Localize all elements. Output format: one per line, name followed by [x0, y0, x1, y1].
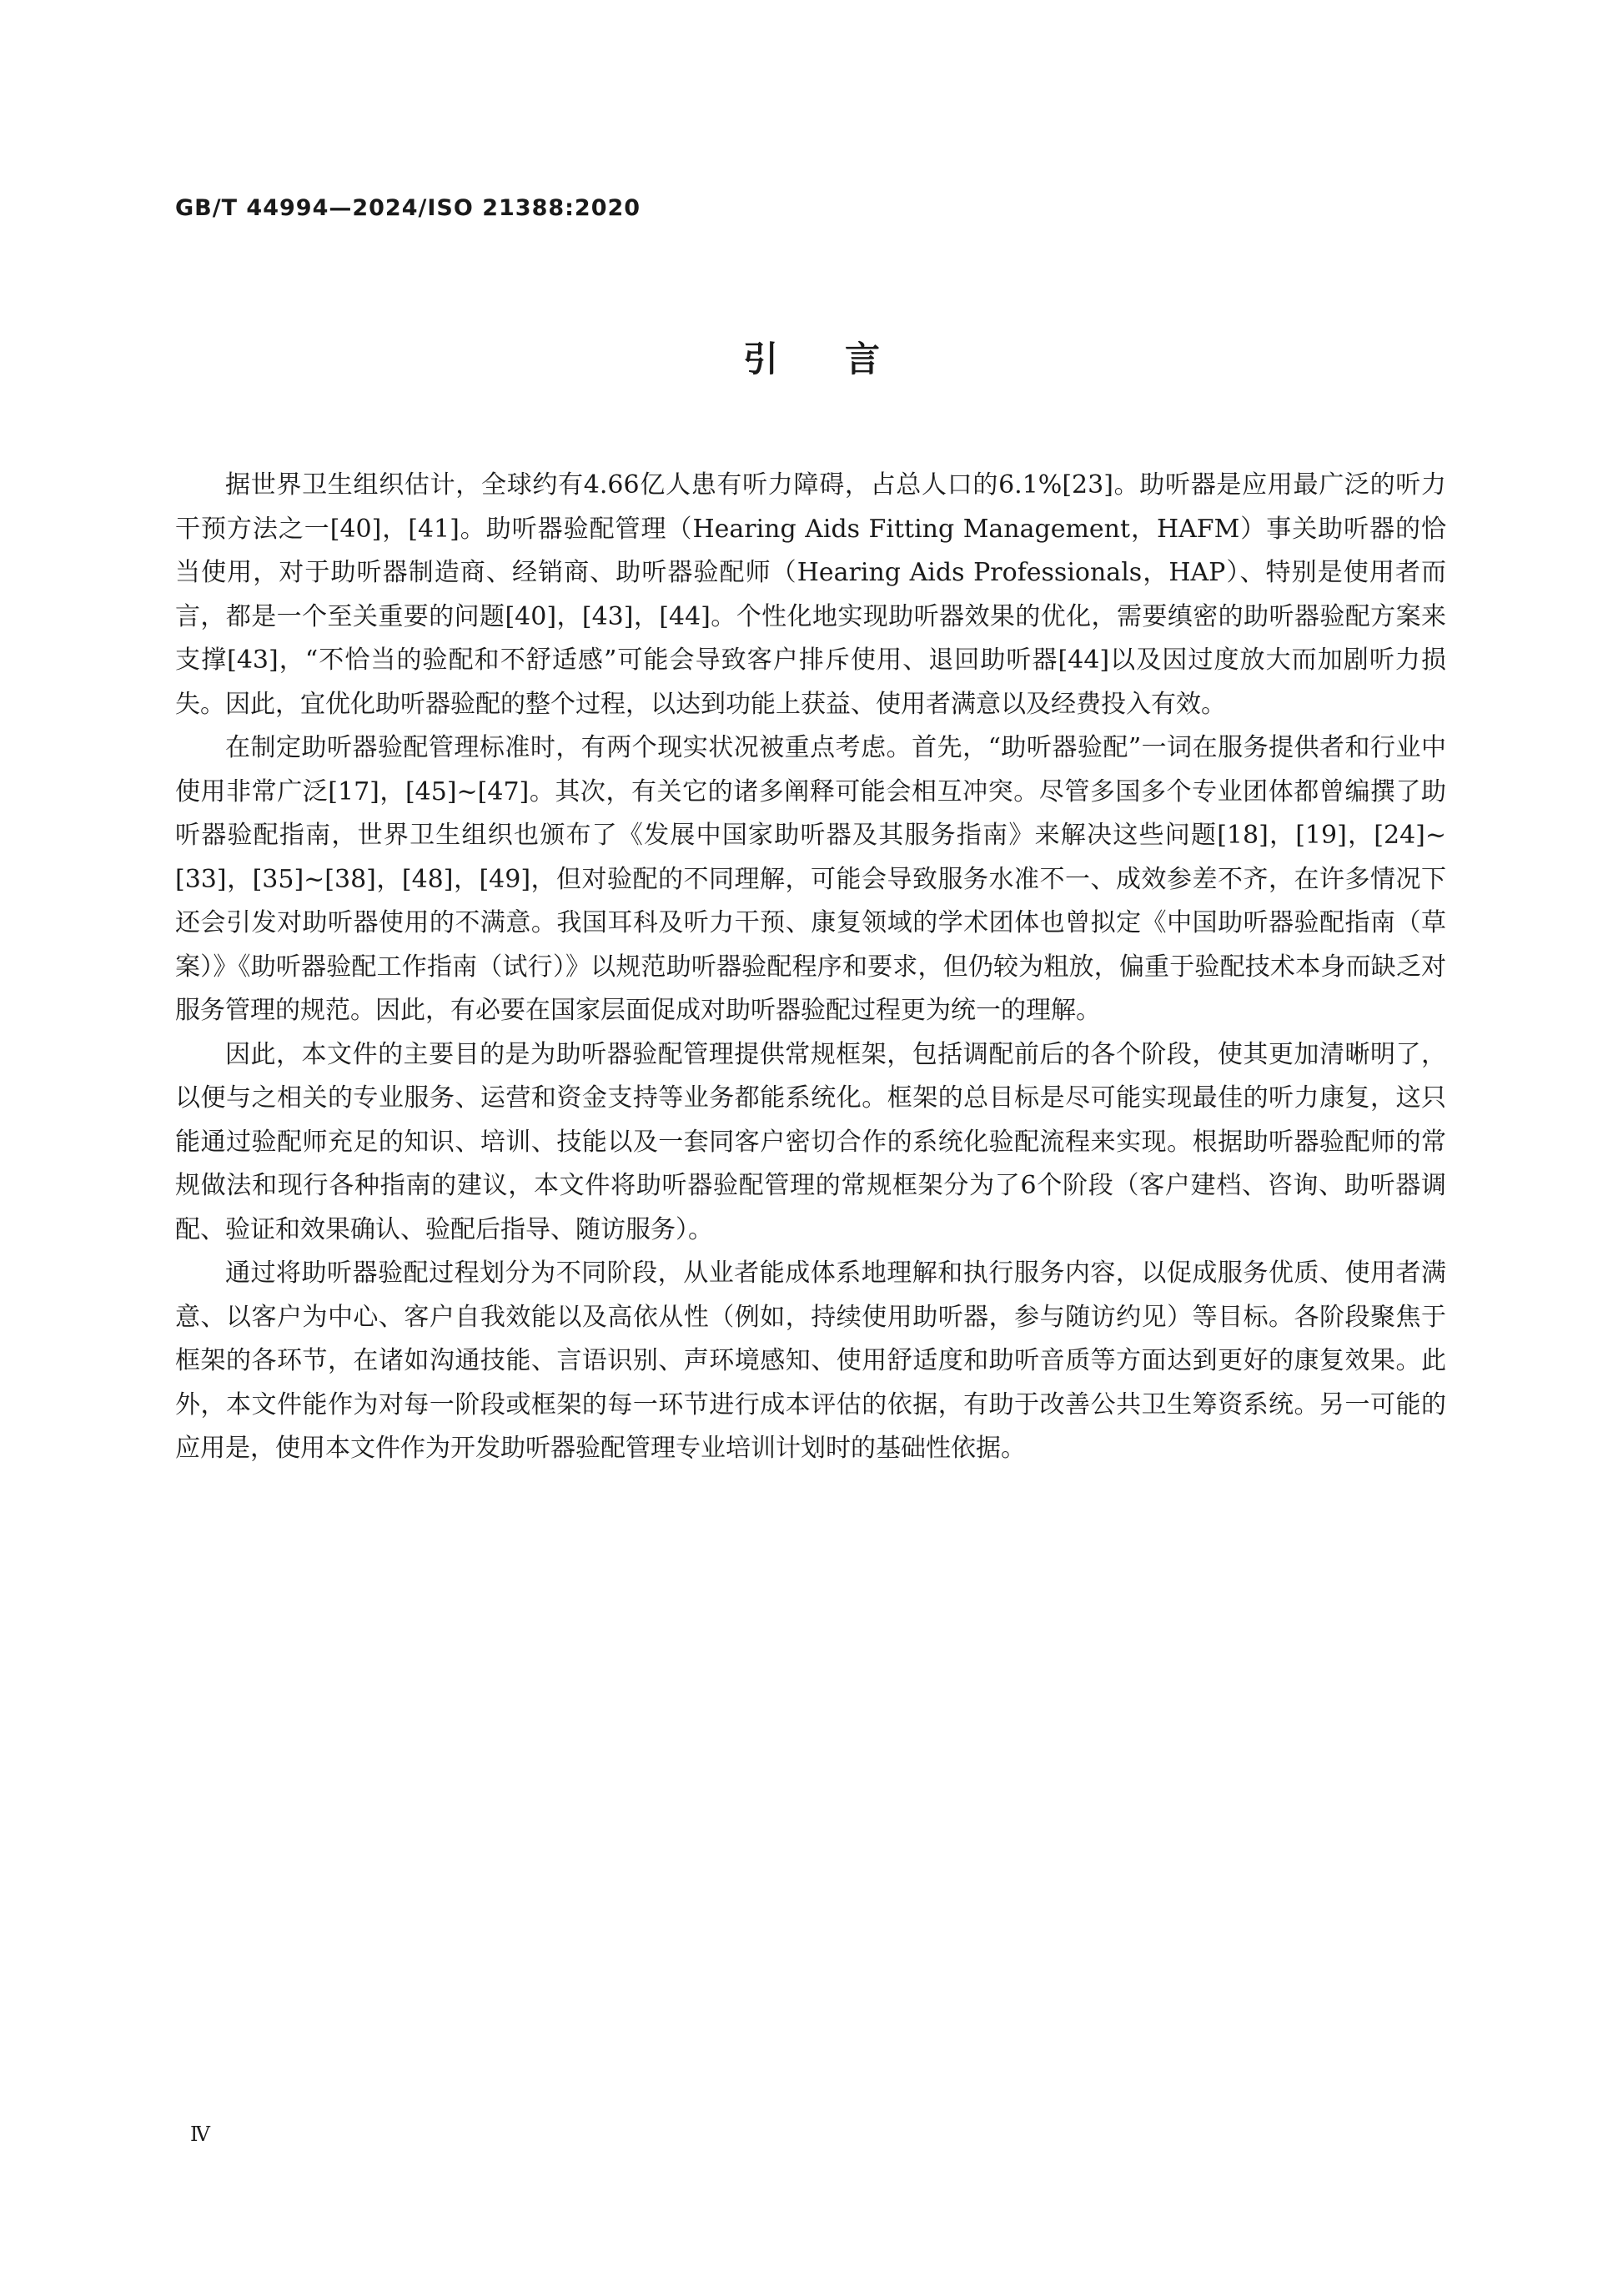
page-number: Ⅳ: [190, 2123, 210, 2146]
document-body: [175, 464, 1446, 1471]
paragraph-1: 据世界卫生组织估计，全球约有4.66亿人患有听力障碍，占总人口的6.1%[23]。助听器是应用最广泛的听力干预方法之一[40]，[41]。助听器验配管理（Hearing Aids Fitting Management，HAFM）事关助听器的恰当使用，对于助听器制造商、经销商、助听器验配师（Hearing Aids Professionals，HAP）、特别是使用者而言，都是一个至关重要的问题[40]，[43]，[44]。个性化地实现助听器效果的优化，需要缜密的助听器验配方案来支撑[43]，“不恰当的验配和不舒适感”可能会导致客户排斥使用、退回助听器[44]以及因过度放大而加剧听力损失。因此，宜优化助听器验配的整个过程，以达到功能上获益、使用者满意以及经费投入有效。: [175, 470, 1446, 719]
paragraph-2: 在制定助听器验配管理标准时，有两个现实状况被重点考虑。首先，“助听器验配”一词在服务提供者和行业中使用非常广泛[17]，[45]~[47]。其次，有关它的诸多阐释可能会相互冲突。尽管多国多个专业团体都曾编撰了助听器验配指南，世界卫生组织也颁布了《发展中国家助听器及其服务指南》来解决这些问题[18]，[19]，[24]~[33]，[35]~[38]，[48]，[49]，但对验配的不同理解，可能会导致服务水准不一、成效参差不齐，在许多情况下还会引发对助听器使用的不满意。我国耳科及听力干预、康复领域的学术团体也曾拟定《中国助听器验配指南（草案）》《助听器验配工作指南（试行）》以规范助听器验配程序和要求，但仍较为粗放，偏重于验配技术本身而缺乏对服务管理的规范。因此，有必要在国家层面促成对助听器验配过程更为统一的理解。: [175, 733, 1446, 1025]
paragraph-4: 通过将助听器验配过程划分为不同阶段，从业者能成体系地理解和执行服务内容，以促成服务优质、使用者满意、以客户为中心、客户自我效能以及高依从性（例如，持续使用助听器，参与随访约见）等目标。各阶段聚焦于框架的各环节，在诸如沟通技能、言语识别、声环境感知、使用舒适度和助听音质等方面达到更好的康复效果。此外，本文件能作为对每一阶段或框架的每一环节进行成本评估的依据，有助于改善公共卫生筹资系统。另一可能的应用是，使用本文件作为开发助听器验配管理专业培训计划时的基础性依据。: [175, 1259, 1446, 1463]
paragraph-3: 因此，本文件的主要目的是为助听器验配管理提供常规框架，包括调配前后的各个阶段，使其更加清晰明了，以便与之相关的专业服务、运营和资金支持等业务都能系统化。框架的总目标是尽可能实现最佳的听力康复，这只能通过验配师充足的知识、培训、技能以及一套同客户密切合作的系统化验配流程来实现。根据助听器验配师的常规做法和现行各种指南的建议，本文件将助听器验配管理的常规框架分为了6个阶段（客户建档、咨询、助听器调配、验证和效果确认、验配后指导、随访服务）。: [175, 1039, 1446, 1244]
standard-number-header: GB/T 44994—2024/ISO 21388:2020: [175, 195, 641, 221]
page-title: 引言: [742, 339, 947, 379]
